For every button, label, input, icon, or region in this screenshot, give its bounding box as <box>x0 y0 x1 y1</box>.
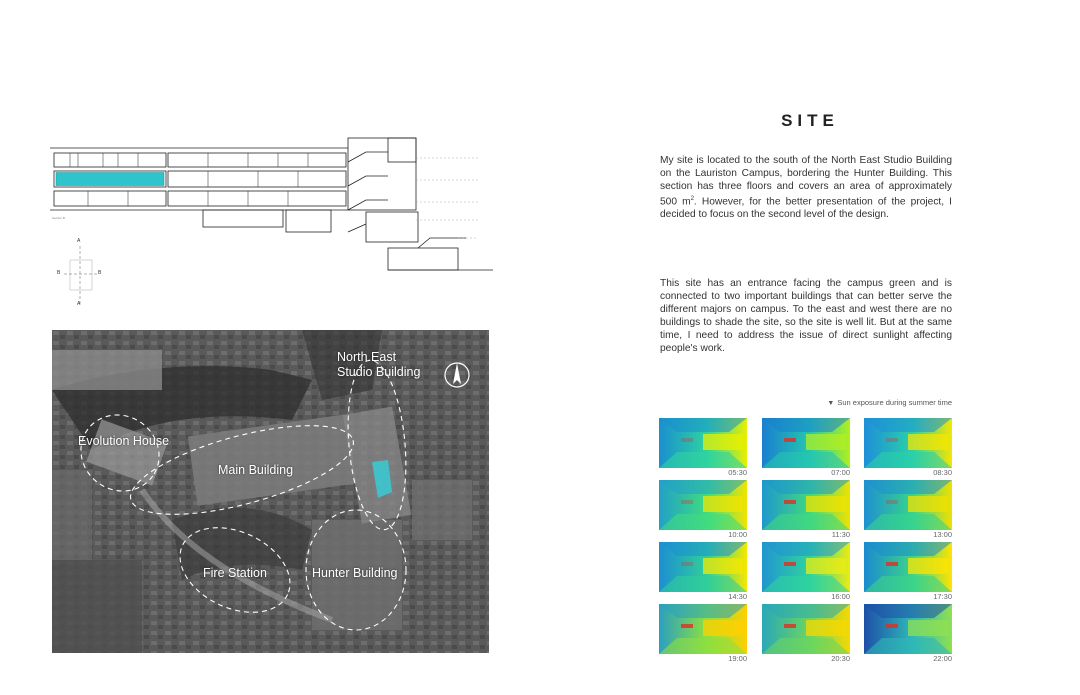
sun-exposure-cell <box>659 418 747 480</box>
key-plan-diagram <box>52 240 112 310</box>
sun-exposure-cell <box>762 542 850 604</box>
key-plan-south: A <box>77 301 81 307</box>
sun-exposure-time: 14:30 <box>728 592 747 601</box>
sun-exposure-time: 17:30 <box>933 592 952 601</box>
sun-exposure-time: 16:00 <box>831 592 850 601</box>
sun-exposure-render <box>864 480 952 530</box>
sun-exposure-time: 10:00 <box>728 530 747 539</box>
sun-exposure-render <box>659 542 747 592</box>
area-superscript: 2 <box>690 196 694 202</box>
sun-exposure-time: 19:00 <box>728 654 747 663</box>
sun-exposure-render <box>762 542 850 592</box>
map-label-hunter-building: Hunter Building <box>312 566 398 580</box>
key-plan-west: B <box>57 270 61 276</box>
sun-exposure-render <box>864 604 952 654</box>
sun-exposure-cell <box>659 542 747 604</box>
paragraph-1-text: My site is located to the south of the North East Studio Building on the Lauriston Campus, bordering the Hunter Building. This section has three floors and covers an area of approximately 500 m <box>660 155 952 208</box>
section-label: Section B <box>52 216 65 220</box>
sun-exposure-cell <box>864 604 952 666</box>
sun-exposure-time: 11:30 <box>831 530 850 539</box>
sun-exposure-render <box>864 418 952 468</box>
sun-exposure-time: 08:30 <box>933 468 952 477</box>
sun-exposure-render <box>762 480 850 530</box>
sun-exposure-cell <box>659 480 747 542</box>
map-label-fire-station: Fire Station <box>203 566 267 580</box>
sun-exposure-caption-text: Sun exposure during summer time <box>837 398 952 407</box>
triangle-down-icon: ▼ <box>827 400 835 407</box>
paragraph-1-text-end: . However, for the better presentation of the project, I decided to focus on the second level of the design. <box>660 196 952 221</box>
sun-exposure-caption <box>780 398 952 407</box>
map-label-main-building: Main Building <box>218 463 294 477</box>
sun-exposure-render <box>659 480 747 530</box>
description-paragraph-1 <box>660 154 952 221</box>
sun-exposure-cell <box>864 480 952 542</box>
sun-exposure-time: 05:30 <box>728 468 747 477</box>
sun-exposure-time: 13:00 <box>933 530 952 539</box>
key-plan-north: A <box>77 238 81 244</box>
sun-exposure-render <box>762 418 850 468</box>
sun-exposure-render <box>762 604 850 654</box>
key-plan-east: B <box>98 270 102 276</box>
sun-exposure-cell <box>864 418 952 480</box>
sun-exposure-cell <box>762 480 850 542</box>
sun-exposure-cell <box>762 604 850 666</box>
page-title: SITE <box>781 111 839 130</box>
map-label-north-east-studio: North East Studio Building <box>337 350 421 379</box>
description-paragraph-2: This site has an entrance facing the campus green and is connected to two important buildings that can better serve the different majors on campus. To the east and west there are no buildings to shade the site, so the site is well lit. But at the same time, I need to address the issue of direct sunlight affecting people's work. <box>660 278 952 354</box>
sun-exposure-cell <box>864 542 952 604</box>
sun-exposure-cell <box>659 604 747 666</box>
building-section-drawing <box>48 120 498 280</box>
map-label-evolution-house: Evolution House <box>78 434 170 448</box>
sun-exposure-time: 20:30 <box>831 654 850 663</box>
aerial-map-graphic <box>52 330 489 653</box>
key-plan <box>52 240 112 310</box>
sun-exposure-time: 07:00 <box>831 468 850 477</box>
sun-exposure-time: 22:00 <box>933 654 952 663</box>
sun-exposure-render <box>659 604 747 654</box>
aerial-site-map <box>52 330 489 653</box>
sun-exposure-cell <box>762 418 850 480</box>
sun-exposure-render <box>864 542 952 592</box>
sun-exposure-render <box>659 418 747 468</box>
